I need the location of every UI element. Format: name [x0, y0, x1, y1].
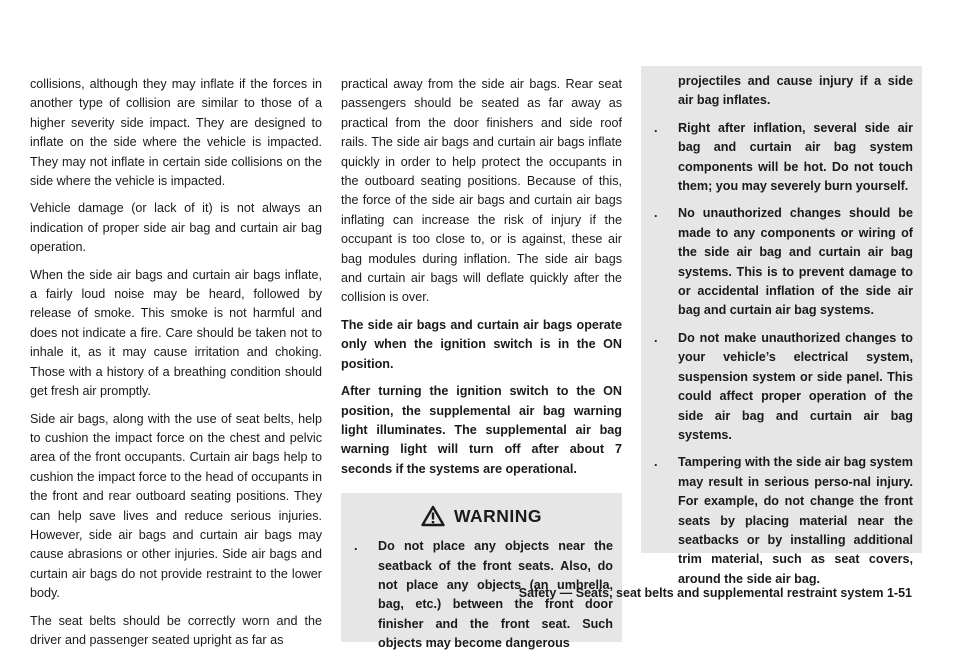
- column-right: [641, 74, 922, 586]
- warning-item-text: Do not place any objects near the seatback of the front seats. Also, do not place any objects (an umbrella, bag, etc.) between the front door finisher and the front seat. Such objects may become dangerous: [378, 539, 613, 651]
- paragraph-bold: The side air bags and curtain air bags operate only when the ignition switch is in the ON position.: [341, 317, 622, 371]
- paragraph: Side air bags, along with the use of seat belts, help to cushion the impact force on the chest and pelvic area of the front occupants. Curtain air bags help to cushion the impact force to the head of occupants in the front and rear outboard seating positions. They can help save lives and reduce serious injuries. However, side air bags and curtain air bags may cause abrasions or other injuries. Side air bags and curtain air bags do not provide restraint to the lower body.: [30, 411, 322, 601]
- paragraph-bold: After turning the ignition switch to the ON position, the supplemental air bag warning light illuminates. The supplemental air bag warning light will turn off after about 7 seconds if the systems are operational.: [341, 384, 622, 476]
- column-left: [30, 75, 322, 658]
- paragraph: Vehicle damage (or lack of it) is not always an indication of proper side air bag and curtain air bag operation.: [30, 201, 322, 255]
- paragraph: collisions, although they may inflate if the forces in another type of collision are similar to those of a higher severity side impact. They are designed to inflate on the side where the vehicle is impacted. They may not inflate in certain side collisions on the side where the vehicle is impacted.: [30, 77, 322, 189]
- bullet: .: [654, 455, 658, 470]
- paragraph: practical away from the side air bags. Rear seat passengers should be seated as far away as practical from the door finishers and side roof rails. The side air bags and curtain air bags inflate quickly in order to help protect the occupants in the outboard seating positions. Because of this, the force of the side air bags and curtain air bags inflating can increase the risk of injury if the occupant is too close to, or is against, these air bag modules during inflation. The side air bags and curtain air bags will deflate quickly after the collision is over.: [341, 77, 622, 305]
- bullet: .: [354, 539, 358, 554]
- warning-item-text: Right after inflation, several side air bag and curtain air bag system components will be hot. Do not touch them; you may severely burn yourself.: [678, 120, 913, 194]
- warning-item: [650, 119, 913, 197]
- paragraph: When the side air bags and curtain air bags inflate, a fairly loud noise may be heard, followed by release of smoke. This smoke is not harmful and does not indicate a fire. Care should be taken not to inhale it, as it may cause irritation and choking. Those with a history of a breathing condition should get fresh air promptly.: [30, 267, 322, 399]
- warning-box-continued: [641, 66, 922, 586]
- column-middle: [341, 75, 622, 651]
- page-footer: Safety — Seats, seat belts and supplemental restraint system 1-51: [518, 586, 912, 600]
- warning-item: [650, 204, 913, 320]
- paragraph: The seat belts should be correctly worn and the driver and passenger seated upright as far as: [30, 613, 322, 647]
- warning-box: [341, 493, 622, 651]
- warning-item-text: Tampering with the side air bag system may result in serious perso-nal injury. For example, do not change the front seats by placing material near the seatbacks or by installing additional trim material, such as seat covers, around the side air bag.: [678, 455, 913, 586]
- bullet: .: [654, 206, 658, 221]
- warning-item: [650, 453, 913, 589]
- warning-list: [650, 119, 913, 589]
- warning-header: [350, 505, 613, 527]
- warning-item-text: No unauthorized changes should be made to any components or wiring of the side air bag and curtain air bag systems. This is to prevent damage to or accidental inflation of the side air bag and curtain air bag systems.: [678, 206, 913, 318]
- bullet: .: [654, 330, 658, 345]
- warning-title: WARNING: [453, 505, 543, 526]
- warning-item: [650, 329, 913, 445]
- warning-triangle-icon: [421, 505, 445, 527]
- bullet: .: [654, 120, 658, 135]
- warning-item-text: Do not make unauthorized changes to your vehicle’s electrical system, suspension system or side panel. This could affect proper operation of the side air bag and curtain air bag systems.: [678, 330, 913, 442]
- warning-continued-text: projectiles and cause injury if a side air bag inflates.: [678, 74, 913, 108]
